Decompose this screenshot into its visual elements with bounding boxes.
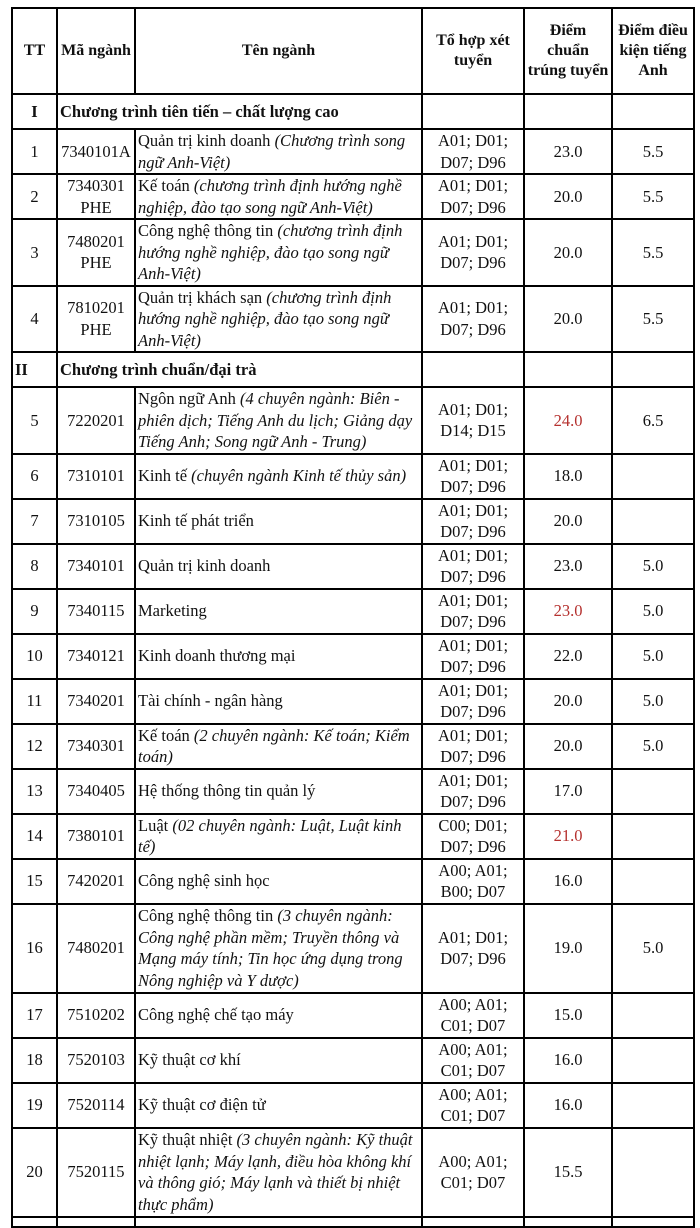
major-name: Quản trị khách sạn (138, 287, 267, 307)
cell-tt: 16 (12, 904, 57, 993)
cell-diem-tieng-anh: 5.0 (612, 724, 694, 769)
ma-nganh-code: 7520114 (67, 1095, 125, 1115)
major-name: Công nghệ thông tin (138, 221, 278, 240)
table-row (12, 129, 694, 174)
cell-tt: 17 (12, 993, 57, 1038)
empty-cell (422, 1217, 524, 1227)
ma-nganh-code: 7420201 (67, 871, 125, 891)
cell-tt: 1 (12, 129, 57, 174)
major-note: (chương trình định hướng nghề nghiệp, đào tạo song ngữ Anh-Việt) (138, 287, 392, 350)
ma-nganh-code: 7310105 (67, 511, 125, 531)
major-note: (3 chuyên ngành: Kỹ thuật nhiệt lạnh; Máy lạnh, điều hòa không khí và thông gió; Máy lạnh và thiết bị nhiệt thực phẩm) (138, 1130, 413, 1214)
empty-cell (524, 1217, 612, 1227)
cell-diem-tieng-anh (612, 769, 694, 814)
major-note: (Chương trình song ngữ Anh-Việt) (138, 131, 406, 172)
cell-ma-nganh (57, 904, 135, 993)
major-note: (02 chuyên ngành: Luật, Luật kinh tế) (138, 815, 402, 856)
cell-diem-tieng-anh (612, 1083, 694, 1128)
cell-ten-nganh (135, 129, 422, 174)
major-name: Tài chính - ngân hàng (138, 691, 283, 711)
cell-diem-tieng-anh (612, 993, 694, 1038)
cell-ten-nganh (135, 589, 422, 634)
empty-cell (422, 94, 524, 129)
cell-ma-nganh (57, 544, 135, 589)
cell-ten-nganh (135, 1128, 422, 1217)
ma-nganh-suffix: PHE (80, 197, 112, 217)
table-row (12, 387, 694, 454)
cell-tt: 20 (12, 1128, 57, 1217)
cell-to-hop: A01; D01; D07; D96 (422, 544, 524, 589)
cell-diem-chuan: 20.0 (524, 286, 612, 353)
major-name: Quản trị kinh doanh (138, 131, 275, 150)
cell-diem-chuan: 20.0 (524, 679, 612, 724)
empty-cell (612, 94, 694, 129)
cell-diem-tieng-anh (612, 1038, 694, 1083)
table-row (12, 859, 694, 904)
table-body (12, 94, 694, 1227)
ma-nganh-code: 7340405 (67, 781, 125, 801)
cell-tt: 9 (12, 589, 57, 634)
empty-cell (612, 352, 694, 387)
ma-nganh-suffix: PHE (80, 319, 112, 339)
cell-ma-nganh (57, 387, 135, 454)
cell-ten-nganh (135, 1038, 422, 1083)
cell-tt: 8 (12, 544, 57, 589)
ma-nganh-suffix: PHE (80, 253, 112, 273)
cell-ten-nganh (135, 174, 422, 219)
cell-ma-nganh (57, 589, 135, 634)
cell-ten-nganh (135, 769, 422, 814)
major-name: Công nghệ sinh học (138, 871, 270, 891)
cell-to-hop: A00; A01; C01; D07 (422, 1038, 524, 1083)
ma-nganh-code: 7520103 (67, 1050, 125, 1070)
cell-ma-nganh (57, 174, 135, 219)
cell-ten-nganh (135, 724, 422, 769)
cell-to-hop: A01; D01; D07; D96 (422, 634, 524, 679)
cell-ma-nganh (57, 454, 135, 499)
table-row (12, 679, 694, 724)
ma-nganh-code: 7220201 (67, 410, 125, 430)
ma-nganh-code: 7340115 (67, 601, 125, 621)
cell-diem-chuan: 23.0 (524, 589, 612, 634)
cell-ma-nganh (57, 1083, 135, 1128)
cell-tt: 15 (12, 859, 57, 904)
cell-tt: 2 (12, 174, 57, 219)
header-tt: TT (12, 8, 57, 94)
table-row (12, 454, 694, 499)
cell-diem-chuan: 24.0 (524, 387, 612, 454)
cell-ten-nganh (135, 904, 422, 993)
major-name: Kinh doanh thương mại (138, 646, 296, 666)
cell-to-hop: A01; D01; D07; D96 (422, 724, 524, 769)
cell-ma-nganh (57, 859, 135, 904)
empty-cell (135, 1217, 422, 1227)
section-title: Chương trình chuẩn/đại trà (57, 352, 422, 387)
ma-nganh-code: 7340101A (61, 141, 131, 161)
cell-to-hop: A01; D01; D07; D96 (422, 129, 524, 174)
cell-ma-nganh (57, 769, 135, 814)
cell-diem-chuan: 16.0 (524, 1083, 612, 1128)
major-note: (4 chuyên ngành: Biên - phiên dịch; Tiếng Anh du lịch; Giảng dạy Tiếng Anh; Song ngữ Anh - Trung) (138, 389, 413, 451)
cell-diem-tieng-anh: 5.0 (612, 904, 694, 993)
cell-tt: 13 (12, 769, 57, 814)
ma-nganh-code: 7340101 (67, 556, 125, 576)
cell-ma-nganh (57, 679, 135, 724)
ma-nganh-code: 7510202 (67, 1005, 125, 1025)
major-name: Ngôn ngữ Anh (138, 389, 240, 408)
cell-diem-tieng-anh: 5.5 (612, 286, 694, 353)
cell-ma-nganh (57, 1128, 135, 1217)
cell-to-hop: A01; D01; D07; D96 (422, 174, 524, 219)
major-note: (3 chuyên ngành: Công nghệ phần mềm; Truyền thông và Mạng máy tính; Tin học ứng dụng trong Nông nghiệp và Y dược) (138, 906, 403, 990)
cell-diem-chuan: 19.0 (524, 904, 612, 993)
header-ma-nganh: Mã ngành (57, 8, 135, 94)
cell-diem-tieng-anh: 5.5 (612, 129, 694, 174)
cell-ma-nganh (57, 129, 135, 174)
cell-to-hop: A01; D01; D07; D96 (422, 769, 524, 814)
cell-diem-tieng-anh: 6.5 (612, 387, 694, 454)
cell-diem-chuan: 23.0 (524, 544, 612, 589)
major-name: Hệ thống thông tin quản lý (138, 781, 316, 801)
cell-ten-nganh (135, 859, 422, 904)
cell-diem-chuan: 21.0 (524, 814, 612, 859)
major-name: Kỹ thuật nhiệt (138, 1130, 237, 1149)
cell-to-hop: A01; D01; D14; D15 (422, 387, 524, 454)
table-row (12, 634, 694, 679)
section-title: Chương trình tiên tiến – chất lượng cao (57, 94, 422, 129)
table-row (12, 544, 694, 589)
table-row (12, 219, 694, 286)
table-row (12, 904, 694, 993)
table-row (12, 993, 694, 1038)
table-row (12, 1083, 694, 1128)
cell-diem-chuan: 17.0 (524, 769, 612, 814)
cell-diem-chuan: 15.5 (524, 1128, 612, 1217)
admission-scores-table (11, 7, 695, 1228)
cell-diem-chuan: 23.0 (524, 129, 612, 174)
cell-diem-chuan: 20.0 (524, 499, 612, 544)
cell-to-hop: A01; D01; D07; D96 (422, 454, 524, 499)
cell-to-hop: A00; A01; B00; D07 (422, 859, 524, 904)
cell-diem-chuan: 20.0 (524, 219, 612, 286)
cell-diem-tieng-anh (612, 454, 694, 499)
header-diem-chuan: Điểm chuẩn trúng tuyển (524, 8, 612, 94)
major-name: Kinh tế (138, 466, 192, 486)
cell-to-hop: A01; D01; D07; D96 (422, 219, 524, 286)
ma-nganh-code: 7310101 (67, 466, 125, 486)
major-note: (chương trình định hướng nghề nghiệp, đào tạo song ngữ Anh-Việt) (138, 176, 402, 217)
cell-diem-tieng-anh: 5.5 (612, 219, 694, 286)
ma-nganh-code: 7340301 (67, 176, 125, 195)
cell-diem-tieng-anh: 5.5 (612, 174, 694, 219)
table-row (12, 769, 694, 814)
cell-tt: 10 (12, 634, 57, 679)
cell-diem-chuan: 20.0 (524, 724, 612, 769)
major-name: Kế toán (138, 176, 194, 195)
cell-ten-nganh (135, 387, 422, 454)
section-number: II (12, 352, 57, 387)
cell-ten-nganh (135, 499, 422, 544)
cell-diem-tieng-anh: 5.0 (612, 634, 694, 679)
cell-ten-nganh (135, 993, 422, 1038)
empty-cell (57, 1217, 135, 1227)
cell-ten-nganh (135, 454, 422, 499)
empty-cell (524, 352, 612, 387)
cell-diem-tieng-anh: 5.0 (612, 544, 694, 589)
major-name: Kỹ thuật cơ điện tử (138, 1095, 266, 1115)
empty-cell (12, 1217, 57, 1227)
major-note: (chương trình định hướng nghề nghiệp, đào tạo song ngữ Anh-Việt) (138, 221, 403, 283)
section-number: I (12, 94, 57, 129)
cell-tt: 5 (12, 387, 57, 454)
table-row (12, 499, 694, 544)
cell-tt: 14 (12, 814, 57, 859)
cell-to-hop: A01; D01; D07; D96 (422, 286, 524, 353)
cell-diem-chuan: 15.0 (524, 993, 612, 1038)
major-note: (2 chuyên ngành: Kế toán; Kiểm toán) (138, 725, 410, 766)
major-name: Công nghệ chế tạo máy (138, 1005, 294, 1025)
cell-diem-chuan: 16.0 (524, 1038, 612, 1083)
section-row (12, 94, 694, 129)
major-name: Công nghệ thông tin (138, 906, 278, 925)
cell-diem-chuan: 18.0 (524, 454, 612, 499)
ma-nganh-code: 7810201 (67, 298, 125, 318)
cell-diem-chuan: 22.0 (524, 634, 612, 679)
ma-nganh-code: 7380101 (67, 826, 125, 846)
cell-ten-nganh (135, 814, 422, 859)
table-row (12, 174, 694, 219)
cell-diem-tieng-anh (612, 859, 694, 904)
ma-nganh-code: 7340201 (67, 691, 125, 711)
cell-tt: 19 (12, 1083, 57, 1128)
major-note: (chuyên ngành Kinh tế thủy sản) (191, 466, 407, 486)
cell-to-hop: A01; D01; D07; D96 (422, 904, 524, 993)
cell-to-hop: A00; A01; C01; D07 (422, 1128, 524, 1217)
table-row (12, 589, 694, 634)
cell-diem-tieng-anh (612, 499, 694, 544)
major-name: Kế toán (138, 725, 194, 745)
major-name: Marketing (138, 601, 207, 621)
cell-to-hop: A00; A01; C01; D07 (422, 993, 524, 1038)
table-row (12, 1038, 694, 1083)
header-to-hop: Tổ hợp xét tuyển (422, 8, 524, 94)
cell-ten-nganh (135, 1083, 422, 1128)
cell-diem-tieng-anh (612, 1128, 694, 1217)
cell-to-hop: A00; A01; C01; D07 (422, 1083, 524, 1128)
table-row (12, 1128, 694, 1217)
cell-to-hop: A01; D01; D07; D96 (422, 679, 524, 724)
cell-ma-nganh (57, 286, 135, 353)
cell-ten-nganh (135, 544, 422, 589)
major-name: Quản trị kinh doanh (138, 556, 271, 576)
cell-tt: 18 (12, 1038, 57, 1083)
cell-to-hop: A01; D01; D07; D96 (422, 589, 524, 634)
table-row (12, 286, 694, 353)
cell-ma-nganh (57, 814, 135, 859)
ma-nganh-code: 7340121 (67, 646, 125, 666)
cell-to-hop: C00; D01; D07; D96 (422, 814, 524, 859)
cell-ten-nganh (135, 679, 422, 724)
cell-ten-nganh (135, 286, 422, 353)
cell-to-hop: A01; D01; D07; D96 (422, 499, 524, 544)
cell-diem-tieng-anh: 5.0 (612, 679, 694, 724)
major-name: Luật (138, 815, 173, 835)
section-row (12, 352, 694, 387)
cell-diem-tieng-anh (612, 814, 694, 859)
cell-ma-nganh (57, 219, 135, 286)
major-name: Kinh tế phát triển (138, 511, 254, 531)
cell-ma-nganh (57, 724, 135, 769)
cell-tt: 4 (12, 286, 57, 353)
ma-nganh-code: 7520115 (67, 1162, 125, 1182)
cell-diem-chuan: 20.0 (524, 174, 612, 219)
table-header-row (12, 8, 694, 94)
cell-diem-tieng-anh: 5.0 (612, 589, 694, 634)
cell-tt: 6 (12, 454, 57, 499)
header-ten-nganh: Tên ngành (135, 8, 422, 94)
ma-nganh-code: 7480201 (67, 938, 125, 958)
cell-ma-nganh (57, 1038, 135, 1083)
cell-ma-nganh (57, 993, 135, 1038)
ma-nganh-code: 7340301 (67, 736, 125, 756)
header-diem-tieng-anh: Điểm điều kiện tiếng Anh (612, 8, 694, 94)
cell-ten-nganh (135, 634, 422, 679)
empty-cell (422, 352, 524, 387)
cell-tt: 7 (12, 499, 57, 544)
cell-diem-chuan: 16.0 (524, 859, 612, 904)
cell-ten-nganh (135, 219, 422, 286)
empty-cell (524, 94, 612, 129)
cell-tt: 11 (12, 679, 57, 724)
cell-ma-nganh (57, 634, 135, 679)
cell-tt: 12 (12, 724, 57, 769)
ma-nganh-code: 7480201 (67, 231, 125, 251)
empty-cell (612, 1217, 694, 1227)
major-name: Kỹ thuật cơ khí (138, 1050, 241, 1070)
cell-tt: 3 (12, 219, 57, 286)
table-row (12, 724, 694, 769)
cell-ma-nganh (57, 499, 135, 544)
table-row-cutoff (12, 1217, 694, 1227)
table-row (12, 814, 694, 859)
